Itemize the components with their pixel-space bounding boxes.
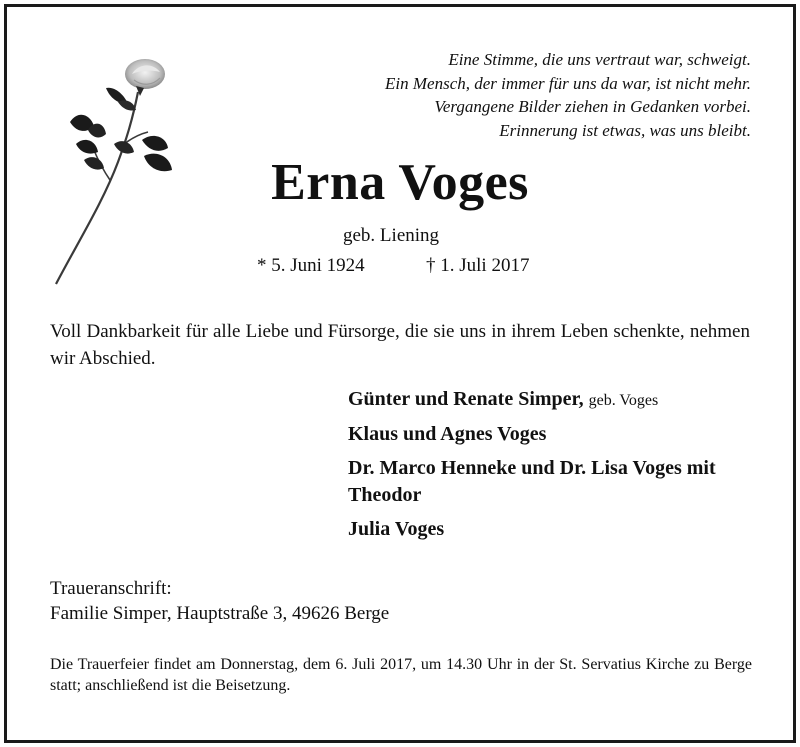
- mourner-entry: [348, 421, 768, 448]
- deceased-name: Erna Voges: [271, 154, 529, 211]
- mourners-list: [348, 386, 768, 550]
- farewell-text: Voll Dankbarkeit für alle Liebe und Fürsorge, die sie uns in ihrem Leben schenkte, nehmen wir Abschied.: [50, 321, 750, 369]
- mourner-note: geb. Voges: [588, 392, 659, 409]
- address-value: Familie Simper, Hauptstraße 3, 49626 Berge: [50, 603, 390, 624]
- mourner-name: Julia Voges: [348, 518, 445, 540]
- mourner-entry: [348, 455, 768, 509]
- mourner-entry: [348, 516, 768, 543]
- mourner-name: Günter und Renate Simper,: [348, 388, 584, 410]
- death-date: † 1. Juli 2017: [426, 255, 530, 276]
- mourning-address: [50, 576, 389, 626]
- poem: [385, 48, 751, 142]
- mourner-entry: [348, 386, 768, 414]
- maiden-name: geb. Liening: [343, 225, 440, 246]
- mourner-name: Dr. Marco Henneke und Dr. Lisa Voges mit Theodor: [348, 457, 716, 506]
- birth-date: * 5. Juni 1924: [257, 255, 365, 276]
- address-label: Traueranschrift:: [50, 578, 172, 599]
- poem-line: Vergangene Bilder ziehen in Gedanken vorbei.: [434, 97, 751, 116]
- poem-line: Erinnerung ist etwas, was uns bleibt.: [499, 120, 751, 140]
- mourner-name: Klaus und Agnes Voges: [348, 423, 547, 445]
- poem-line: Ein Mensch, der immer für uns da war, ist nicht mehr.: [385, 73, 751, 93]
- poem-line: Eine Stimme, die uns vertraut war, schweigt.: [448, 50, 751, 69]
- funeral-notice: Die Trauerfeier findet am Donnerstag, dem 6. Juli 2017, um 14.30 Uhr in der St. Servatius Kirche zu Berge statt; anschließend ist die Beisetzung.: [50, 656, 752, 694]
